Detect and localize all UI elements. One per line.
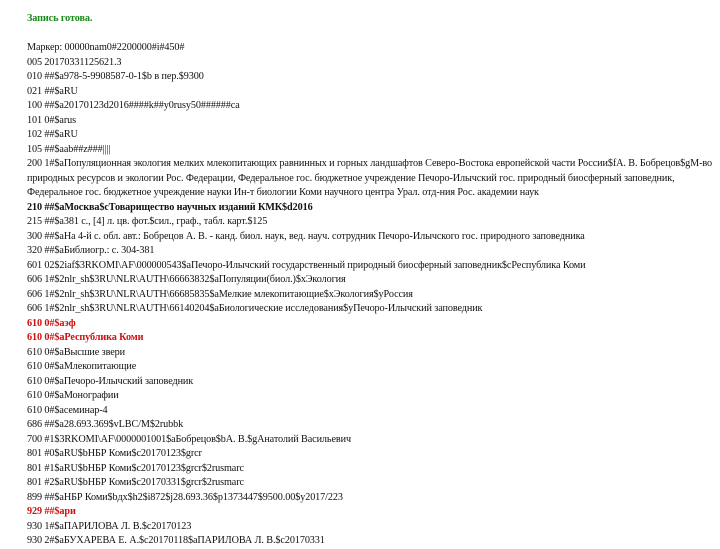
record-line-610-f: 610 0#$aМонографии [27, 390, 119, 401]
record-line-700: 700 #1$3RKOMI\AF\0000001001$aБобрецов$bА. В.$gАнатолий Васильевич [27, 433, 351, 445]
record-line-930-b: 930 2#$aБУХАРЕВА Е. А.$c20170118$aПАРИЛОВА Л. В.$c20170331 [27, 535, 325, 546]
record-line-leader: Маркер: 00000nam0#2200000#i#450# [27, 42, 185, 53]
record-line-101: 101 0#$arus [27, 114, 76, 126]
record-line-606-a: 606 1#$2nlr_sh$3RU\NLR\AUTH\66663832$aПопуляции(биол.)$xЭкология [27, 274, 346, 285]
record-line-320: 320 ##$aБиблиогр.: с. 304-381 [27, 245, 155, 256]
record-line-102: 102 ##$aRU [27, 129, 78, 140]
record-line-899: 899 ##$aНБР Коми$bдх$h2$i872$j28.693.36$p1373447$9500.00$y2017/223 [27, 491, 343, 503]
record-line-801-b: 801 #1$aRU$bНБР Коми$c20170123$grcr$2rusmarc [27, 462, 244, 474]
record-line-606-b: 606 1#$2nlr_sh$3RU\NLR\AUTH\66685835$aМелкие млекопитающие$xЭкология$yРоссия [27, 288, 413, 300]
record-line-215: 215 ##$a381 с., [4] л. цв. фот.$cил., граф., табл. карт.$125 [27, 216, 268, 227]
record-line-610-highlight-a: 610 0#$аэф [27, 317, 76, 329]
marc-record-view [27, 12, 717, 549]
record-line-021: 021 ##$aRU [27, 85, 78, 97]
record-line-100: 100 ##$a20170123d2016####k##y0rusy50######ca [27, 100, 240, 111]
record-line-606-c: 606 1#$2nlr_sh$3RU\NLR\AUTH\66140204$aБиологические исследования$yПечоро-Илычский заповедник [27, 303, 483, 314]
record-line-610-c: 610 0#$aВысшие звери [27, 346, 125, 358]
record-line-930-a: 930 1#$aПАРИЛОВА Л. В.$c20170123 [27, 520, 192, 532]
record-line-601: 601 02$2iaf$3RKOMI\AF\000000543$aПечоро-Илычский государственный природный биосферный заповедник$cРеспублика Коми [27, 259, 586, 271]
record-line-929-highlight: 929 ##$ари [27, 506, 76, 517]
record-line-801-a: 801 #0$aRU$bНБР Коми$c20170123$grcr [27, 448, 202, 459]
status-message: Запись готова. [27, 13, 93, 24]
record-line-801-c: 801 #2$aRU$bНБР Коми$c20170331$grcr$2rusmarc [27, 477, 244, 488]
record-line-005: 005 20170331125621.3 [27, 56, 122, 68]
record-line-105: 105 ##$aab##z###|||| [27, 143, 111, 155]
record-line-610-d: 610 0#$aМлекопитающие [27, 361, 137, 372]
record-line-010: 010 ##$a978-5-9908587-0-1$b в пер.$9300 [27, 71, 204, 82]
record-line-610-highlight-b: 610 0#$aРеспублика Коми [27, 332, 144, 343]
record-line-686: 686 ##$a28.693.369$vLBC/M$2rubbk [27, 419, 184, 430]
record-line-610-g: 610 0#$aсеминар-4 [27, 404, 108, 416]
record-line-200: 200 1#$aПопуляционная экология мелких млекопитающих равнинных и горных ландшафтов Северо-Востока европейской части России$fА. В. Бобрецов$gМ-во природных ресурсов и экологии Рос. Федерации, Федеральное гос. бюджетное учреждение Печоро-Илычский гос. природный биосферный заповедник, Федеральное гос. бюджетное учреждение науки Ин-т биологии Коми научного центра Урал. отд-ния Рос. академии наук [27, 158, 713, 198]
record-line-610-e: 610 0#$aПечоро-Илычский заповедник [27, 375, 194, 387]
record-line-300: 300 ##$aНа 4-й с. обл. авт.: Бобрецов А. В. - канд. биол. наук, вед. науч. сотрудник Печоро-Илычского гос. природного заповедника [27, 230, 585, 242]
record-line-210: 210 ##$aМосква$cТоварищество научных изданий КМК$d2016 [27, 201, 313, 213]
